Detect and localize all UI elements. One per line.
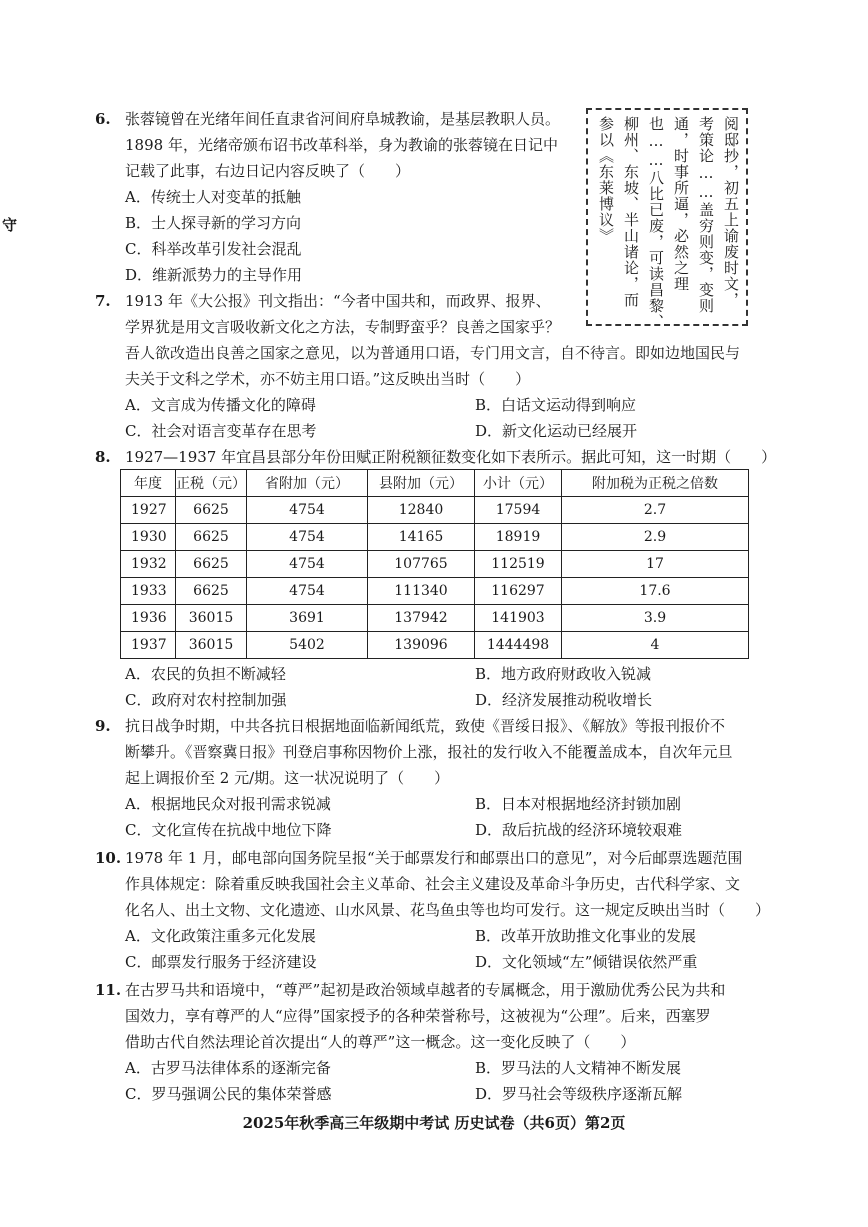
table-cell: 4 [562,632,749,659]
table-cell: 36015 [176,605,247,632]
option-c[interactable]: C．罗马强调公民的集体荣誉感 [125,1085,332,1103]
question-text-line: 记载了此事，右边日记内容反映了（ ） [125,162,411,180]
table-cell: 36015 [176,632,247,659]
table-header: 县附加（元） [368,470,475,497]
question-text-line: 国效力，享有尊严的人“应得”国家授予的各种荣誉称号，这被视为“公理”。后来，西塞罗 [125,1007,711,1025]
table-cell: 17 [562,551,749,578]
table-cell: 4754 [247,551,368,578]
option-b[interactable]: B．日本对根据地经济封锁加剧 [475,795,682,813]
tax-table [120,469,749,659]
excerpt-column: 通，时事所逼，必然之理 [672,116,690,292]
question-number: 7. [95,292,111,310]
margin-mark: 守 [2,216,18,234]
table-cell: 4754 [247,497,368,524]
table-cell: 5402 [247,632,368,659]
question-number: 8. [95,448,111,466]
table-cell: 12840 [368,497,475,524]
option-a[interactable]: A．文言成为传播文化的障碍 [125,396,316,414]
table-cell: 17594 [475,497,562,524]
table-cell: 2.7 [562,497,749,524]
option-d[interactable]: D．新文化运动已经展开 [475,422,638,440]
question-9 [95,713,795,843]
table-cell: 111340 [368,578,475,605]
question-7 [95,288,795,448]
excerpt-column: 也……八比已废，可读昌黎、 [647,116,665,330]
option-a[interactable]: A．根据地民众对报刊需求锐减 [125,795,331,813]
excerpt-column: 参以《东莱博议》 [597,116,615,244]
option-d[interactable]: D．经济发展推动税收增长 [475,691,653,709]
table-header: 正税（元） [176,470,247,497]
table-cell: 18919 [475,524,562,551]
table-cell: 1930 [121,524,176,551]
option-a[interactable]: A．农民的负担不断减轻 [125,665,286,683]
page-footer: 2025年秋季高三年级期中考试 历史试卷（共6页）第2页 [242,1114,626,1132]
question-11 [95,977,795,1107]
table-cell: 1444498 [475,632,562,659]
table-cell: 6625 [176,524,247,551]
excerpt-column: 柳州、东坡、半山诸论，而 [622,116,640,308]
option-b[interactable]: B．地方政府财政收入锐减 [475,665,652,683]
table-cell: 2.9 [562,524,749,551]
table-cell: 1936 [121,605,176,632]
option-b[interactable]: B．罗马法的人文精神不断发展 [475,1059,682,1077]
question-text-line: 1913 年《大公报》刊文指出：“今者中国共和，而政界、报界、 [125,292,551,310]
option-a[interactable]: A．传统士人对变革的抵触 [125,188,301,206]
table-cell: 4754 [247,578,368,605]
excerpt-column: 阅邸抄，初五上谕废时文， [722,116,740,308]
table-row [121,497,749,524]
table-cell: 6625 [176,551,247,578]
question-10 [95,845,795,975]
table-cell: 6625 [176,578,247,605]
option-b[interactable]: B．白话文运动得到响应 [475,396,637,414]
table-header: 年度 [121,470,176,497]
table-cell: 1927 [121,497,176,524]
question-number: 10. [95,849,122,867]
table-cell: 137942 [368,605,475,632]
excerpt-column: 考策论……盖穷则变，变则 [697,116,715,314]
table-cell: 139096 [368,632,475,659]
question-text-line: 1978 年 1 月，邮电部向国务院呈报“关于邮票发行和邮票出口的意见”，对今后邮票选题范围 [125,849,743,867]
table-row [121,551,749,578]
question-text-line: 作具体规定：除着重反映我国社会主义革命、社会主义建设及革命斗争历史，古代科学家、文 [125,875,741,893]
option-d[interactable]: D．罗马社会等级秩序逐渐瓦解 [475,1085,683,1103]
question-text-line: 1927—1937 年宜昌县部分年份田赋正附税额征数变化如下表所示。据此可知，这一时期（ ） [125,448,777,466]
question-8-options [95,661,795,715]
table-cell: 107765 [368,551,475,578]
question-text-line: 借助古代自然法理论首次提出“人的尊严”这一概念。这一变化反映了（ ） [125,1033,636,1051]
table-cell: 1933 [121,578,176,605]
table-cell: 4754 [247,524,368,551]
option-c[interactable]: C．文化宣传在抗战中地位下降 [125,821,332,839]
question-text-line: 抗日战争时期，中共各抗日根据地面临新闻纸荒，致使《晋绥日报》、《解放》等报刊报价不 [125,717,726,735]
option-b[interactable]: B．士人探寻新的学习方向 [125,214,302,232]
question-number: 11. [95,981,122,999]
question-text-line: 学界犹是用文言吸收新文化之方法，专制野蛮乎？良善之国家乎？ [125,318,561,336]
table-header-row [121,470,749,497]
question-6 [95,106,585,286]
question-text-line: 1898 年，光绪帝颁布诏书改革科举，身为教谕的张蓉镜在日记中 [125,136,558,154]
table-header: 附加税为正税之倍数 [562,470,749,497]
question-number: 9. [95,717,111,735]
option-a[interactable]: A．古罗马法律体系的逐渐完备 [125,1059,331,1077]
table-cell: 3691 [247,605,368,632]
table-cell: 3.9 [562,605,749,632]
option-c[interactable]: C．社会对语言变革存在思考 [125,422,317,440]
question-text-line: 在古罗马共和语境中，“尊严”起初是政治领域卓越者的专属概念，用于激励优秀公民为共和 [125,981,726,999]
question-text-line: 夫关于文科之学术，亦不妨主用口语。”这反映出当时（ ） [125,370,531,388]
table-cell: 112519 [475,551,562,578]
question-text-line: 化名人、出土文物、文化遗迹、山水风景、花鸟鱼虫等也均可发行。这一规定反映出当时（ ） [125,901,771,919]
table-row [121,632,749,659]
option-a[interactable]: A．文化政策注重多元化发展 [125,927,316,945]
table-cell: 1937 [121,632,176,659]
table-header: 小计（元） [475,470,562,497]
option-d[interactable]: D．文化领域“左”倾错误依然严重 [475,953,698,971]
option-d[interactable]: D．维新派势力的主导作用 [125,266,303,284]
table-header: 省附加（元） [247,470,368,497]
option-c[interactable]: C．科举改革引发社会混乱 [125,240,302,258]
option-c[interactable]: C．政府对农村控制加强 [125,691,287,709]
table-row [121,605,749,632]
table-cell: 116297 [475,578,562,605]
table-cell: 14165 [368,524,475,551]
option-b[interactable]: B．改革开放助推文化事业的发展 [475,927,697,945]
question-text-line: 断攀升。《晋察冀日报》刊登启事称因物价上涨，报社的发行收入不能覆盖成本，自次年元旦 [125,743,733,761]
table-row [121,524,749,551]
question-text-line: 吾人欲改造出良善之国家之意见，以为普通用口语，专门用文言，自不待言。即如边地国民与 [125,344,741,362]
table-cell: 17.6 [562,578,749,605]
option-c[interactable]: C．邮票发行服务于经济建设 [125,953,317,971]
question-number: 6. [95,110,111,128]
option-d[interactable]: D．敌后抗战的经济环境较艰难 [475,821,683,839]
table-row [121,578,749,605]
question-text-line: 张蓉镜曾在光绪年间任直隶省河间府阜城教谕，是基层教职人员。 [125,110,561,128]
question-text-line: 起上调报价至 2 元/期。这一状况说明了（ ） [125,769,450,787]
table-cell: 141903 [475,605,562,632]
table-cell: 1932 [121,551,176,578]
table-cell: 6625 [176,497,247,524]
